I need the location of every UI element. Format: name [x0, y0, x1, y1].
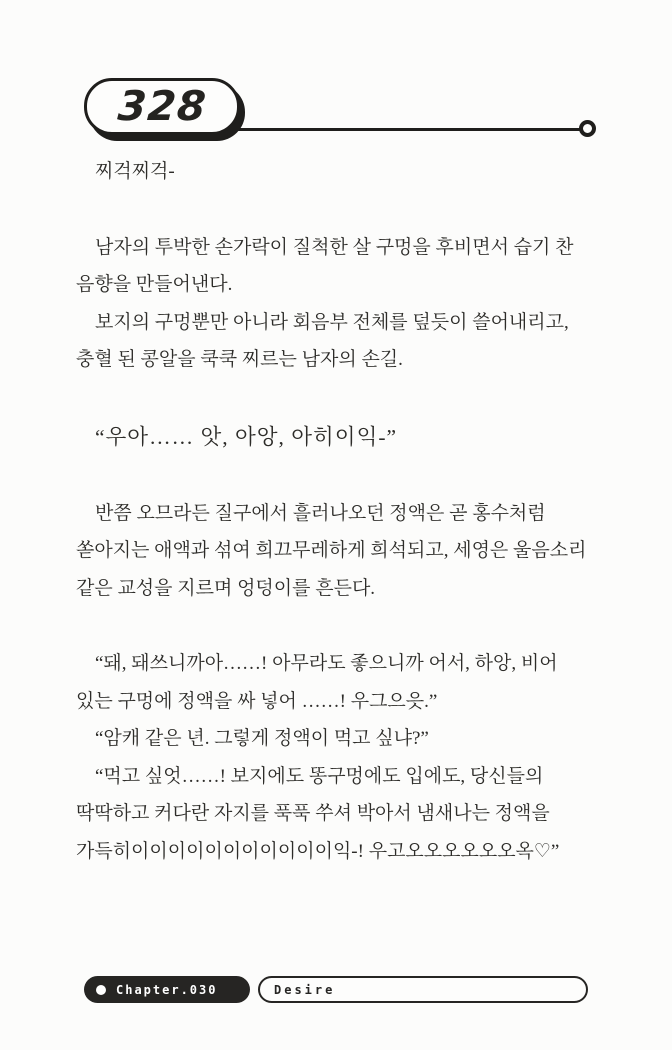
dialogue-line-emphasis: “우아…… 앗, 아앙, 아히이익-”: [95, 424, 398, 449]
page-body: [76, 153, 598, 870]
narration-paragraph: 보지의 구멍뿐만 아니라 회음부 전체를 덮듯이 쓸어내리고, 충혈 된 콩알을 쿡쿡 찌르는 남자의 손길.: [76, 311, 569, 370]
dialogue-line: “돼, 돼쓰니까아……! 아무라도 좋으니까 어서, 하앙, 비어 있는 구멍에 정액을 싸 넣어 ……! 우그으읏.”: [76, 653, 558, 712]
narration-paragraph: 반쯤 오므라든 질구에서 흘러나오던 정액은 곧 홍수처럼 쏟아지는 애액과 섞여 희끄무레하게 희석되고, 세영은 울음소리 같은 교성을 지르며 엉덩이를 흔든다.: [76, 502, 587, 599]
series-title-label: Desire: [274, 982, 336, 997]
chapter-label: Chapter.030: [116, 982, 218, 997]
sfx-line: 찌걱찌걱-: [95, 161, 175, 182]
dialogue-line: “먹고 싶엇……! 보지에도 똥구멍에도 입에도, 당신들의 딱딱하고 커다란 자지를 푹푹 쑤셔 박아서 냄새나는 정액을 가득히이이이이이이이이이이이익-! 우고오오오오오오옥♡”: [76, 765, 560, 862]
page-number: 328: [116, 82, 209, 130]
page-footer: [84, 976, 588, 1004]
rule-end-ring-icon: [579, 120, 596, 137]
chapter-badge: [84, 976, 250, 1003]
chapter-bullet-icon: [96, 985, 106, 995]
series-title-badge: [258, 976, 588, 1003]
narration-paragraph: 남자의 투박한 손가락이 질척한 살 구멍을 후비면서 습기 찬 음향을 만들어낸다.: [76, 236, 574, 295]
page-number-badge: [84, 78, 240, 135]
dialogue-line: “암캐 같은 년. 그렇게 정액이 먹고 싶냐?”: [95, 728, 429, 749]
header-rule: [238, 128, 580, 131]
